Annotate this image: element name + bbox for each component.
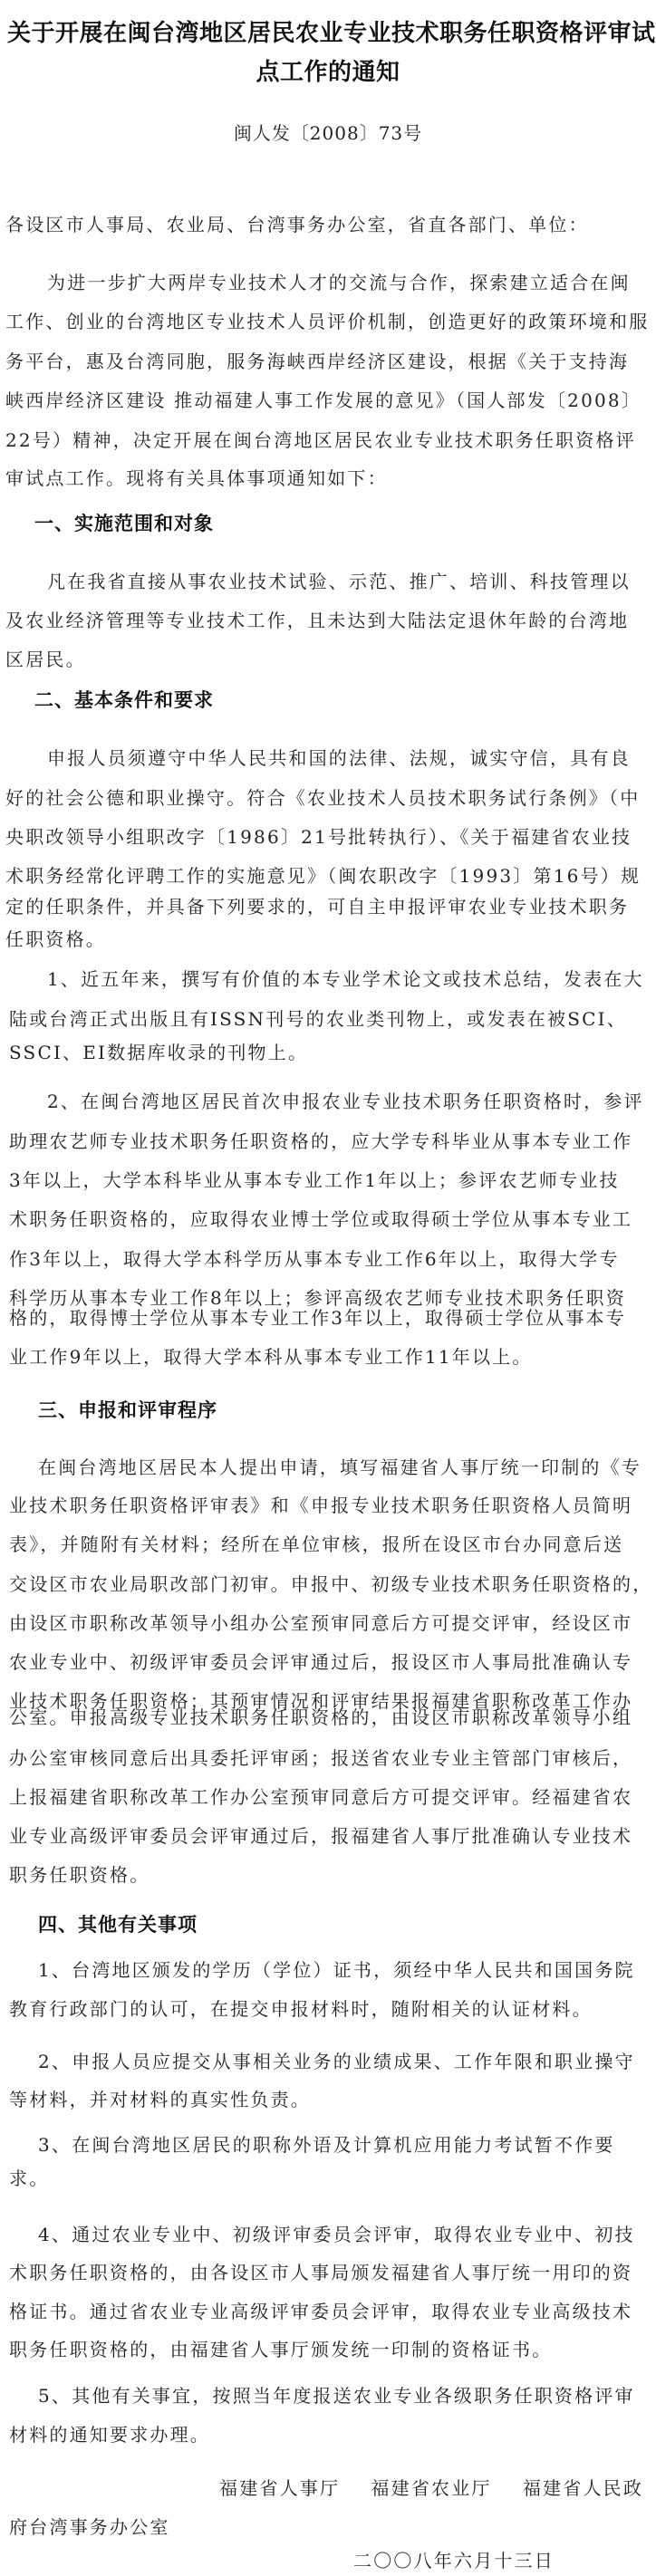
paragraph-line: 好的社会公德和职业操守。符合《农业技术人员技术职务试行条例》（中: [5, 787, 641, 809]
paragraph-line: 业技术职务任职资格评审表》和《申报专业技术职务任职资格人员简明: [9, 1495, 633, 1516]
paragraph-line: 业工作9年以上，取得大学本科从事本专业工作11年以上。: [9, 1346, 533, 1368]
paragraph-line: 等材料，并对材料的真实性负责。: [9, 2089, 311, 2110]
paragraph-line: 业技术职务任职资格；其预审情况和评审结果报福建省职称改革工作办: [9, 1690, 633, 1712]
paragraph-line: 由设区市职称改革领导小组办公室预审同意后方可提交评审，经设区市: [9, 1612, 633, 1634]
paragraph-line: 表》，并随附有关材料；经所在单位审核，报所在设区市台办同意后送: [9, 1533, 624, 1555]
paragraph-line: 22号）精神，决定开展在闽台湾地区居民农业专业技术职务任职资格评: [5, 429, 636, 451]
paragraph-line: 交设区市农业局职改部门初审。申报中、初级专业技术职务任职资格的，: [9, 1573, 653, 1595]
paragraph-line: 术职务任职资格的，由各设区市人事局颁发福建省人事厅统一用印的资: [9, 2262, 633, 2283]
paragraph-line: 术职务任职资格的，应取得农业博士学位或取得硕士学位从事本专业工: [9, 1208, 633, 1230]
section-heading: 一、实施范围和对象: [34, 512, 214, 534]
paragraph-line: 职务任职资格的，由福建省人事厅颁发统一印制的资格证书。: [9, 2339, 553, 2360]
signatory-organizations: 福建省人事厅 福建省农业厅 福建省人民政: [219, 2477, 644, 2499]
paragraph-line: 工作、创业的台湾地区专业技术人员评价机制，创造更好的政策环境和服: [5, 311, 650, 332]
paragraph-line: 材料的通知要求办理。: [9, 2424, 210, 2446]
paragraph-line: 1、近五年来，撰写有价值的本专业学术论文或技术总结，发表在大: [47, 968, 644, 990]
paragraph-line: 业专业高级评审委员会评审通过后，报福建省人事厅批准确认专业技术: [9, 1825, 633, 1847]
document-title-line-1: 关于开展在闽台湾地区居民农业专业技术职务任职资格评审试: [7, 20, 656, 47]
paragraph-line: SSCI、EI数据库收录的刊物上。: [9, 1042, 309, 1063]
document-title-line-2: 点工作的通知: [256, 59, 400, 86]
document-number: 闽人发〔2008〕73号: [233, 122, 423, 144]
paragraph-line: 2、申报人员应提交从事相关业务的业绩成果、工作年限和职业操守: [38, 2051, 635, 2072]
paragraph-line: 任职资格。: [5, 928, 106, 950]
paragraph-line: 格的，取得博士学位从事本专业工作3年以上，取得硕士学位从事本专: [9, 1307, 626, 1329]
paragraph-line: 2、在闽台湾地区居民首次申报农业专业技术职务任职资格时，参评: [47, 1091, 644, 1112]
section-heading: 二、基本条件和要求: [34, 688, 214, 711]
paragraph-line: 3年以上，大学本科毕业从事本专业工作1年以上；参评农艺师专业技: [9, 1169, 620, 1191]
paragraph-line: 助理农艺师专业技术职务任职资格的，应大学专科毕业从事本专业工作: [9, 1130, 633, 1152]
paragraph-line: 办公室审核同意后出具委托评审函；报送省农业专业主管部门审核后，: [9, 1747, 633, 1769]
paragraph-line: 务平台，惠及台湾同胞，服务海峡西岸经济区建设，根据《关于支持海: [5, 351, 630, 372]
paragraph-line: 及农业经济管理等专业技术工作，且未达到大陆法定退休年龄的台湾地: [5, 610, 630, 631]
paragraph-line: 农业专业中、初级评审委员会评审通过后，报设区市人事局批准确认专: [9, 1651, 633, 1673]
paragraph-line: 公室。申报高级专业技术职务任职资格的，由设区市职称改革领导小组: [9, 1706, 633, 1728]
paragraph-line: 作3年以上，取得大学本科学历从事本专业工作6年以上，取得大学专: [9, 1248, 620, 1270]
issue-date: 二〇〇八年六月十三日: [353, 2550, 555, 2571]
paragraph-line: 陆或台湾正式出版且有ISSN刊号的农业类刊物上，或发表在被SCI、: [9, 1008, 627, 1030]
section-heading: 三、申报和评审程序: [38, 1399, 217, 1421]
paragraph-line: 术职务经常化评聘工作的实施意见》（闽农职改字〔1993〕第16号）规: [5, 865, 642, 887]
paragraph-line: 上报福建省职称改革工作办公室预审同意后方可提交评审。经福建省农: [9, 1786, 633, 1808]
section-heading: 四、其他有关事项: [38, 1913, 198, 1936]
paragraph-line: 定的任职条件，并具备下列要求的，可自主申报评审农业专业技术职务: [5, 896, 630, 918]
paragraph-line: 在闽台湾地区居民本人提出申请，填写福建省人事厅统一印制的《专: [38, 1456, 642, 1478]
addressee: 各设区市人事局、农业局、台湾事务办公室，省直各部门、单位：: [5, 214, 589, 235]
paragraph-line: 峡西岸经济区建设 推动福建人事工作发展的意见》（国人部发〔2008〕: [5, 389, 642, 411]
paragraph-line: 教育行政部门的认可，在提交申报材料时，随附相关的认证材料。: [9, 1998, 593, 2020]
paragraph-line: 为进一步扩大两岸专业技术人才的交流与合作，探索建立适合在闽: [47, 272, 631, 293]
paragraph-line: 区居民。: [5, 649, 86, 670]
paragraph-line: 4、通过农业专业中、初级评审委员会评审，取得农业专业中、初技: [38, 2224, 635, 2245]
paragraph-line: 求。: [9, 2167, 50, 2189]
paragraph-line: 1、台湾地区颁发的学历（学位）证书，须经中华人民共和国国务院: [38, 1959, 635, 1981]
paragraph-line: 科学历从事本专业工作8年以上；参评高级农艺师专业技术职务任职资: [9, 1287, 626, 1309]
paragraph-line: 3、在闽台湾地区居民的职称外语及计算机应用能力考试暂不作要: [38, 2134, 615, 2156]
paragraph-line: 职务任职资格。: [9, 1864, 150, 1886]
paragraph-line: 申报人员须遵守中华人民共和国的法律、法规，诚实守信，具有良: [47, 747, 631, 769]
paragraph-line: 5、其他有关事宜，按照当年度报送农业专业各级职务任职资格评审: [38, 2385, 635, 2407]
paragraph-line: 央职改领导小组职改字〔1986〕21号批转执行）、《关于福建省农业技: [5, 826, 632, 848]
paragraph-line: 格证书。通过省农业专业高级评审委员会评审，取得农业专业高级技术: [9, 2301, 633, 2322]
signatory-organizations-continued: 府台湾事务办公室: [9, 2516, 170, 2538]
paragraph-line: 审试点工作。现将有关具体事项通知如下：: [5, 467, 388, 489]
paragraph-line: 凡在我省直接从事农业技术试验、示范、推广、培训、科技管理以: [47, 571, 631, 592]
